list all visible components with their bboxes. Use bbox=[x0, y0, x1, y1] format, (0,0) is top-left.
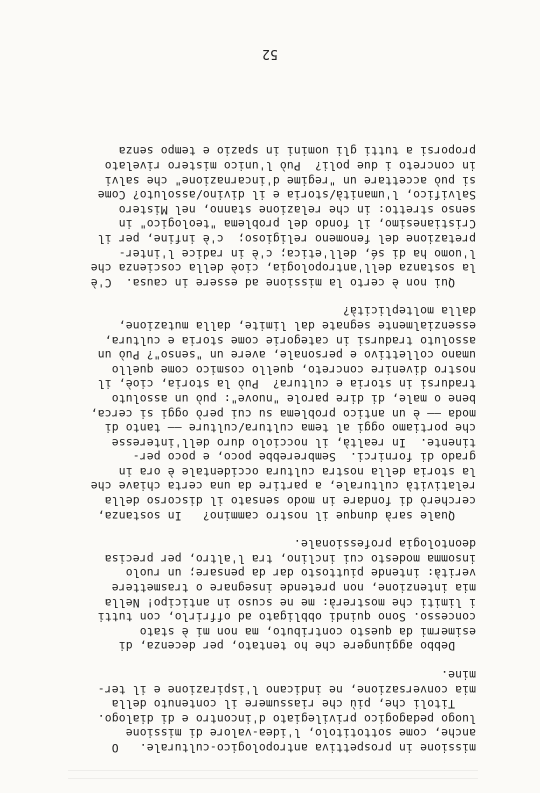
text-line: Salvifico, l'umanità/storia e il divino/assoluto? Come bbox=[97, 188, 476, 203]
text-line: deontologia professionale. bbox=[293, 537, 476, 552]
text-line: Quale sarà dunque il nostro cammino? In sostanza, bbox=[97, 508, 476, 523]
text-line: Qui non è certo la missione ad essere in causa. C'è bbox=[90, 275, 476, 290]
text-line: umano collettivo e personale, avere un "senso"? Può un bbox=[97, 348, 476, 363]
text-line: mine. bbox=[440, 668, 476, 683]
show-through-mark bbox=[68, 778, 478, 779]
text-line: luogo pedagogico privilegiato d'incontro e di dialogo. bbox=[97, 711, 476, 726]
text-line: senso stretto: in che relazione stanno, nel Mistero bbox=[118, 202, 476, 217]
text-line: pretazione del fenomeno religioso; c'è infine, per il bbox=[97, 232, 476, 246]
text-line: tradursi in storia e cultura? Può la storia, cioè, il bbox=[97, 377, 476, 392]
text-line: assoluto tradursi in categorie come storia e cultura, bbox=[104, 333, 476, 348]
text-line: tinente. In realtà, il nocciolo duro dell'interesse bbox=[111, 435, 476, 450]
text-line: la storia della nostra cultura occidentale è ora in bbox=[118, 464, 476, 479]
text-block bbox=[64, 130, 476, 755]
text-line: Debbo aggiungere che ho tentato, per decenza, di bbox=[118, 639, 476, 654]
text-line: i limiti che mostrerà: me ne scuso in anticipo! Nella bbox=[104, 595, 476, 610]
text-line: cercherò di fondare in modo sensato il discorso della bbox=[104, 494, 476, 509]
text-line: in concreto i due poli? Può l'unico mistero rivelato bbox=[104, 159, 476, 174]
text-line: nostro divenire concreto, quello cosmico come quello bbox=[111, 362, 476, 377]
text-line: missione in prospettiva antropologico-culturale. O bbox=[111, 741, 476, 755]
text-line: bene o male, di dire parole "nuove": può un assoluto bbox=[111, 391, 476, 406]
text-line: che portiamo oggi al tema cultura/culture —— tanto di bbox=[104, 421, 476, 436]
text-line: verità: intende piuttosto dar da pensare; un ruolo bbox=[125, 566, 476, 581]
text-line: mia intenzione, non pretende insegnare o trasmettere bbox=[111, 581, 476, 596]
paragraph bbox=[64, 304, 476, 523]
text-line: esimermi da questo contributo, ma non mi è stato bbox=[139, 624, 476, 639]
page-number: 52 bbox=[262, 46, 278, 61]
text-line: si può accettare un "regime d'incarnazione" che salvi bbox=[104, 173, 476, 188]
text-line: insomma modesto cui inclino, tra l'altro, per precisa bbox=[104, 551, 476, 566]
text-line: anche, come sottotitolo, l'idea-valore di missione bbox=[125, 726, 476, 741]
text-line: moda —— è un antico problema su cui però oggi si cerca, bbox=[90, 406, 476, 421]
text-line: proporsi a tutti gli uomini in spazio e tempo senza bbox=[118, 144, 476, 159]
text-line: Cristianesimo, il fondo del problema "teologico" in bbox=[118, 217, 476, 232]
paragraph bbox=[64, 144, 476, 290]
show-through-mark bbox=[68, 770, 478, 771]
text-line: relatività culturale, a partire da una certa chiave che bbox=[90, 479, 476, 494]
text-line: grado di fornirci. Sembrerebbe poco, e poco per- bbox=[132, 450, 476, 465]
text-line: la sostanza dell'antropologia, cioè della coscienza che bbox=[90, 261, 476, 276]
text-line: mia conversazione, ne indicano l'ispirazione e il ter- bbox=[97, 682, 476, 697]
text-line: concesso. Sono quindi obbligato ad offrirlo, con tutti bbox=[97, 610, 476, 625]
text-line: Titoli che, più che riassumere il contenuto della bbox=[111, 697, 476, 712]
paragraph bbox=[64, 537, 476, 654]
paragraph bbox=[64, 667, 476, 755]
text-line: l'uomo ha di sé, dell'etica; c'è in radice l'inter- bbox=[118, 246, 476, 261]
text-line: essenzialmente segnate dal limite, dalla mutazione, bbox=[118, 318, 476, 333]
text-line: dalla molteplicità? bbox=[342, 304, 476, 319]
